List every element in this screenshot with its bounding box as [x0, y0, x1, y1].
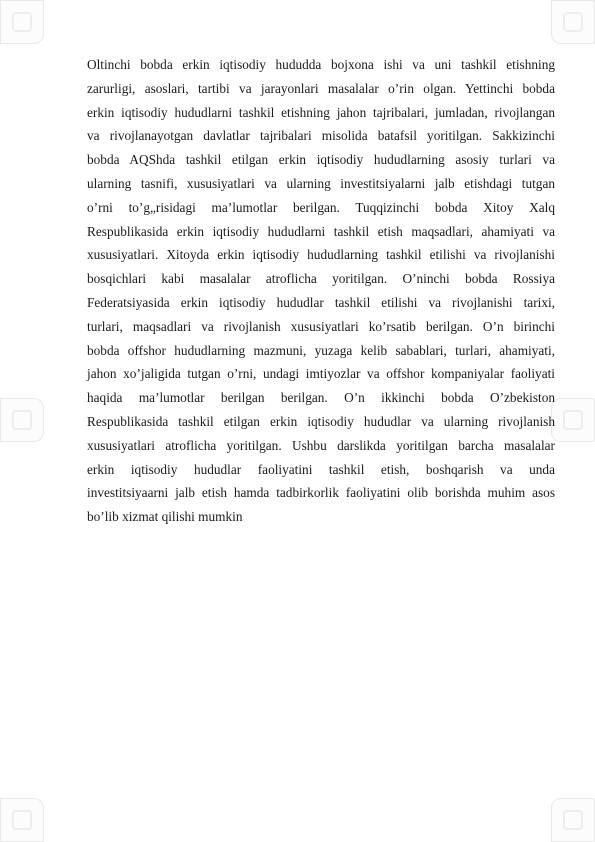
watermark-side-icon	[0, 398, 44, 442]
paragraph-line: bo’lib xizmat qilishi mumkin	[87, 509, 243, 525]
paragraph-line: bobda offshor hududlarning mazmuni, yuzaga kelib sabablari, turlari, ahamiyati,	[87, 342, 555, 358]
paragraph-line: Federatsiyasida erkin iqtisodiy hududlar tashkil etilishi va rivojlanishi tarixi,	[87, 294, 555, 310]
paragraph-line: investitsiyaarni jalb etish hamda tadbirkorlik faoliyatini olib borishda muhim asos	[87, 485, 555, 501]
watermark-corner-icon	[0, 0, 44, 44]
watermark-corner-icon	[551, 0, 595, 44]
paragraph-line: Respublikasida erkin iqtisodiy hududlarni tashkil etish maqsadlari, ahamiyati va	[87, 223, 555, 239]
paragraph-line: bobda AQShda tashkil etilgan erkin iqtisodiy hududlarning asosiy turlari va	[87, 152, 555, 168]
paragraph-line: erkin iqtisodiy hududlar faoliyatini tashkil etish, boshqarish va unda	[87, 461, 555, 477]
paragraph-line: turlari, maqsadlari va rivojlanish xususiyatlari ko’rsatib berilgan. O’n birinchi	[87, 318, 555, 334]
body-paragraph	[87, 53, 555, 529]
paragraph-line: bosqichlari kabi masalalar atroflicha yoritilgan. O’ninchi bobda Rossiya	[87, 271, 555, 287]
paragraph-line: xususiyatlari. Xitoyda erkin iqtisodiy hududlarning tashkil etilishi va rivojlanishi	[87, 247, 555, 263]
paragraph-line: ularning tasnifi, xususiyatlari va ularning investitsiyalarni jalb etishdagi tutgan	[87, 175, 555, 191]
paragraph-line: zarurligi, asoslari, tartibi va jarayonlari masalalar o’rin olgan. Yettinchi bobda	[87, 80, 555, 96]
paragraph-line: haqida ma’lumotlar berilgan berilgan. O’n ikkinchi bobda O’zbekiston	[87, 390, 555, 406]
paragraph-line: Respublikasida tashkil etilgan erkin iqtisodiy hududlar va ularning rivojlanish	[87, 413, 555, 429]
paragraph-line: Oltinchi bobda erkin iqtisodiy hududda bojxona ishi va uni tashkil etishning	[87, 57, 555, 72]
paragraph-line: erkin iqtisodiy hududlarni tashkil etishning jahon tajribalari, jumladan, rivojlangan	[87, 104, 555, 120]
paragraph-line: xususiyatlari atroflicha yoritilgan. Ushbu darslikda yoritilgan barcha masalalar	[87, 437, 555, 453]
watermark-corner-icon	[551, 798, 595, 842]
paragraph-line: o’rni to’g„risidagi ma’lumotlar berilgan. Tuqqizinchi bobda Xitoy Xalq	[87, 199, 555, 215]
paragraph-line: va rivojlanayotgan davlatlar tajribalari misolida batafsil yoritilgan. Sakkizinchi	[87, 128, 555, 144]
watermark-side-icon	[551, 398, 595, 442]
watermark-corner-icon	[0, 798, 44, 842]
paragraph-line: jahon xo’jaligida tutgan o’rni, undagi imtiyozlar va offshor kompaniyalar faoliyati	[87, 366, 555, 382]
